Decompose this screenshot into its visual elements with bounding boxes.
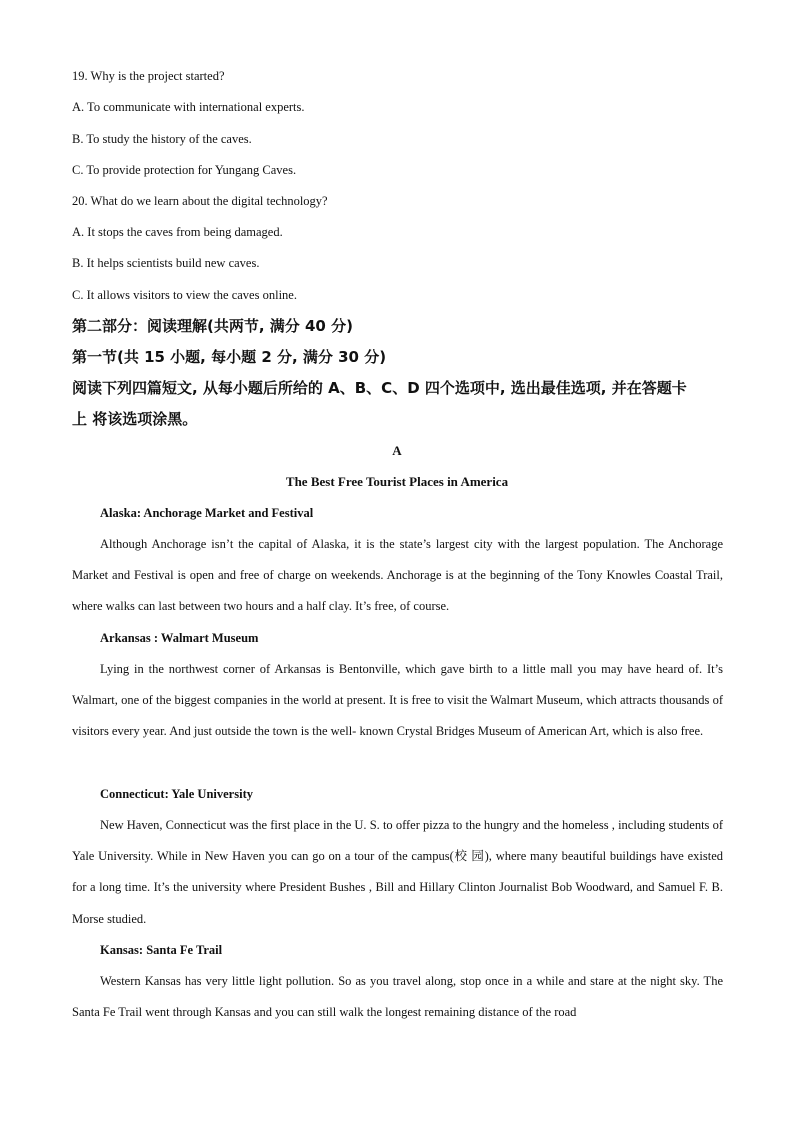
instruction-line-2: 上 将该选项涂黑。 [72, 410, 198, 428]
entry-heading-connecticut: Connecticut: Yale University [100, 787, 253, 801]
part-title: 第二部分：阅读理解(共两节, 满分 40 分) [72, 317, 353, 335]
question-19-option-a: A. To communicate with international experts. [72, 100, 305, 114]
entry-heading-alaska: Alaska: Anchorage Market and Festival [100, 506, 314, 520]
entry-text-connecticut: New Haven, Connecticut was the first place in the U. S. to offer pizza to the hungry and the homeless , including students of Yale University. While in New Haven you can go on a tour of the campus(校 园), where many beautiful buildings have existed for a long time. It’s the university where President Bushes , Bill and Hillary Clinton Journalist Bob Woodward, and Samuel F. B. Morse studied. [72, 818, 723, 926]
entry-text-alaska: Although Anchorage isn’t the capital of Alaska, it is the state’s largest city with the largest population. The Anchorage Market and Festival is open and free of charge on weekends. Anchorage is at the beginning of the Tony Knowles Coastal Trail, where walks can last between two hours and a half clay. It’s free, of course. [72, 537, 723, 614]
question-19-option-b: B. To study the history of the caves. [72, 132, 252, 146]
passage-label: A [392, 443, 402, 458]
passage-title: The Best Free Tourist Places in America [285, 474, 509, 489]
question-19-stem: 19. Why is the project started? [72, 69, 225, 83]
entry-heading-kansas: Kansas: Santa Fe Trail [100, 943, 223, 957]
section-subtitle: 第一节(共 15 小题, 每小题 2 分, 满分 30 分) [72, 348, 387, 366]
entry-text-kansas: Western Kansas has very little light pollution. So as you travel along, stop once in a while and stare at the night sky. The Santa Fe Trail went through Kansas and you can still walk the longest remaining distance of the road [72, 974, 723, 1020]
entry-heading-arkansas: Arkansas : Walmart Museum [100, 631, 259, 645]
question-20-option-c: C. It allows visitors to view the caves online. [72, 288, 297, 302]
entry-text-arkansas: Lying in the northwest corner of Arkansas is Bentonville, which gave birth to a little mall you may have heard of. It’s Walmart, one of the biggest companies in the world at present. It is free to visit the Walmart Museum, which attracts thousands of visitors every year. And just outside the town is the well- known Crystal Bridges Museum of American Art, which is also free. [72, 662, 723, 739]
question-20-stem: 20. What do we learn about the digital technology? [72, 194, 328, 208]
question-20-option-b: B. It helps scientists build new caves. [72, 256, 260, 270]
question-19-option-c: C. To provide protection for Yungang Caves. [72, 163, 297, 177]
instruction-line-1: 阅读下列四篇短文, 从每小题后所给的 A、B、C、D 四个选项中, 选出最佳选项, 并在答题卡 [72, 379, 687, 397]
question-20-option-a: A. It stops the caves from being damaged. [72, 225, 283, 239]
